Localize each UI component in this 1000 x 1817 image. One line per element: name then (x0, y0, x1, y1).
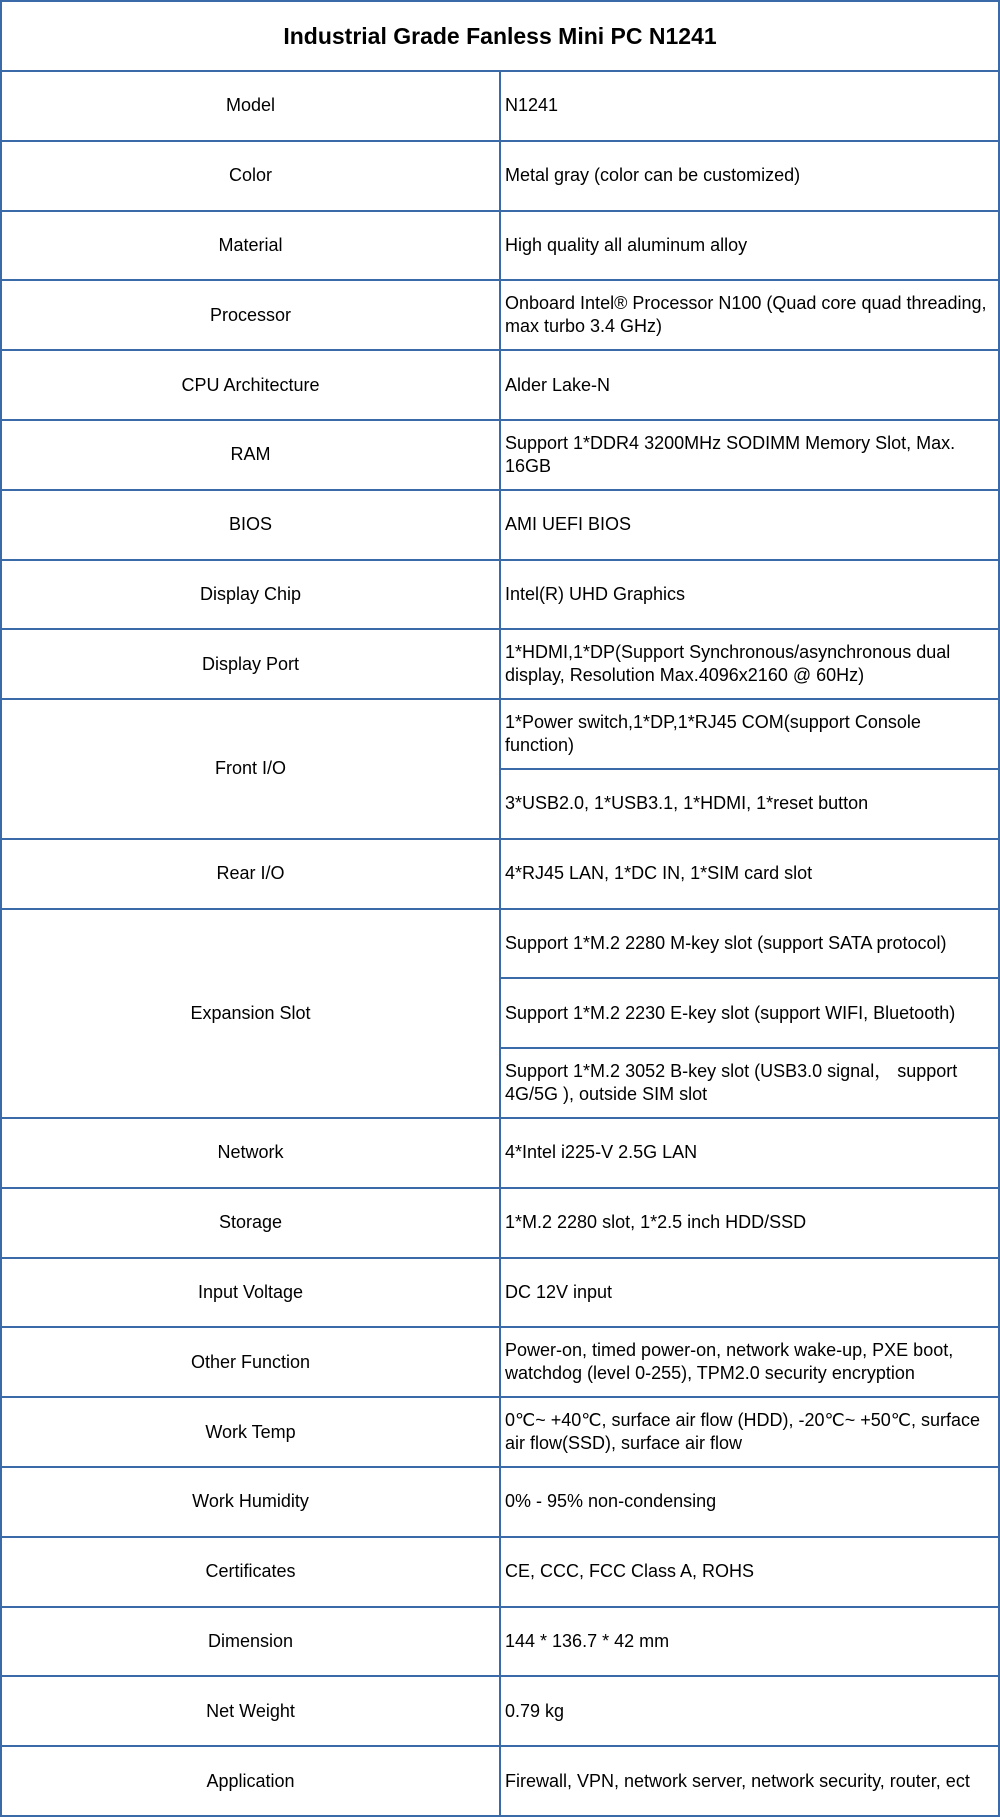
spec-row-display-port (1, 629, 999, 699)
spec-row-color (1, 141, 999, 211)
spec-label: Network (1, 1118, 500, 1188)
spec-row-model (1, 71, 999, 141)
title-row (1, 1, 999, 71)
spec-row-storage (1, 1188, 999, 1258)
spec-label: CPU Architecture (1, 350, 500, 420)
spec-label: Front I/O (1, 699, 500, 839)
spec-row-rear-i-o (1, 839, 999, 909)
spec-label: RAM (1, 420, 500, 490)
spec-row-net-weight (1, 1676, 999, 1746)
spec-label: Material (1, 211, 500, 281)
spec-value: Power-on, timed power-on, network wake-up, PXE boot, watchdog (level 0-255), TPM2.0 security encryption (500, 1327, 999, 1397)
spec-value: DC 12V input (500, 1258, 999, 1328)
spec-row-network (1, 1118, 999, 1188)
spec-row-ram (1, 420, 999, 490)
spec-value: Intel(R) UHD Graphics (500, 560, 999, 630)
spec-label: Certificates (1, 1537, 500, 1607)
spec-label: Work Humidity (1, 1467, 500, 1537)
spec-label: Expansion Slot (1, 909, 500, 1118)
spec-label: Application (1, 1746, 500, 1816)
spec-label: Rear I/O (1, 839, 500, 909)
spec-value: Support 1*M.2 2280 M-key slot (support SATA protocol) (500, 909, 999, 979)
spec-row-cpu-architecture (1, 350, 999, 420)
spec-value: N1241 (500, 71, 999, 141)
spec-label: Display Chip (1, 560, 500, 630)
spec-row-processor (1, 280, 999, 350)
spec-row-work-temp (1, 1397, 999, 1467)
spec-row-bios (1, 490, 999, 560)
spec-value: Onboard Intel® Processor N100 (Quad core quad threading, max turbo 3.4 GHz) (500, 280, 999, 350)
spec-value: 4*RJ45 LAN, 1*DC IN, 1*SIM card slot (500, 839, 999, 909)
spec-label: Input Voltage (1, 1258, 500, 1328)
spec-value: 4*Intel i225-V 2.5G LAN (500, 1118, 999, 1188)
spec-value: AMI UEFI BIOS (500, 490, 999, 560)
spec-value: 1*Power switch,1*DP,1*RJ45 COM(support Console function) (500, 699, 999, 769)
spec-value: 1*M.2 2280 slot, 1*2.5 inch HDD/SSD (500, 1188, 999, 1258)
spec-row-work-humidity (1, 1467, 999, 1537)
spec-value: 0% - 95% non-condensing (500, 1467, 999, 1537)
spec-value: 144 * 136.7 * 42 mm (500, 1607, 999, 1677)
spec-label: Processor (1, 280, 500, 350)
spec-label: Work Temp (1, 1397, 500, 1467)
spec-row-dimension (1, 1607, 999, 1677)
spec-body (1, 71, 999, 1816)
spec-label: Dimension (1, 1607, 500, 1677)
spec-row-material (1, 211, 999, 281)
spec-value: 3*USB2.0, 1*USB3.1, 1*HDMI, 1*reset button (500, 769, 999, 839)
spec-row-input-voltage (1, 1258, 999, 1328)
spec-label: Display Port (1, 629, 500, 699)
spec-row-display-chip (1, 560, 999, 630)
spec-label: Model (1, 71, 500, 141)
spec-value: Metal gray (color can be customized) (500, 141, 999, 211)
spec-value: CE, CCC, FCC Class A, ROHS (500, 1537, 999, 1607)
spec-row-application (1, 1746, 999, 1816)
spec-label: Net Weight (1, 1676, 500, 1746)
spec-label: Color (1, 141, 500, 211)
spec-value: Alder Lake-N (500, 350, 999, 420)
spec-row-expansion-slot (1, 909, 999, 979)
spec-label: Storage (1, 1188, 500, 1258)
spec-label: Other Function (1, 1327, 500, 1397)
spec-value: Support 1*M.2 2230 E-key slot (support WIFI, Bluetooth) (500, 978, 999, 1048)
spec-label: BIOS (1, 490, 500, 560)
spec-value: Firewall, VPN, network server, network security, router, ect (500, 1746, 999, 1816)
spec-row-front-i-o (1, 699, 999, 769)
spec-value: 0℃~ +40℃, surface air flow (HDD), -20℃~ +50℃, surface air flow(SSD), surface air flow (500, 1397, 999, 1467)
spec-row-other-function (1, 1327, 999, 1397)
spec-value: High quality all aluminum alloy (500, 211, 999, 281)
table-title: Industrial Grade Fanless Mini PC N1241 (1, 1, 999, 71)
spec-value: 1*HDMI,1*DP(Support Synchronous/asynchronous dual display, Resolution Max.4096x2160 @ 60Hz) (500, 629, 999, 699)
spec-value: Support 1*M.2 3052 B-key slot (USB3.0 signal， support 4G/5G ), outside SIM slot (500, 1048, 999, 1118)
spec-value: 0.79 kg (500, 1676, 999, 1746)
spec-value: Support 1*DDR4 3200MHz SODIMM Memory Slot, Max. 16GB (500, 420, 999, 490)
spec-row-certificates (1, 1537, 999, 1607)
